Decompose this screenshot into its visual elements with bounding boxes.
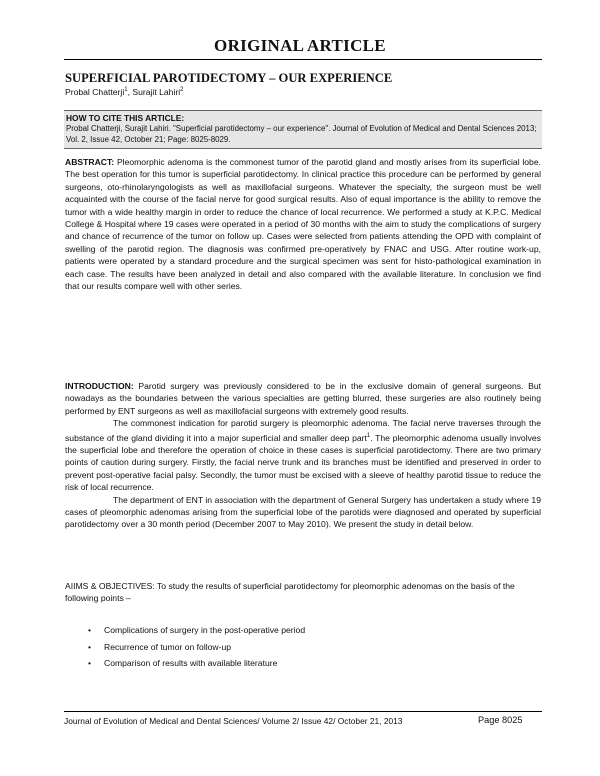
citation-reference: 1 [366, 432, 371, 439]
list-item: • Recurrence of tumor on follow-up [88, 642, 305, 659]
footer-journal-info: Journal of Evolution of Medical and Dental Sciences/ Volume 2/ Issue 42/ October 21, 2013 [64, 716, 403, 726]
abstract-text: Pleomorphic adenoma is the commonest tumor of the parotid gland and mostly arises from its superficial lobe. The best operation for this tumor is superficial parotidectomy. In clinical practice this procedure can be performed by general surgeons, oto-rhinolaryngologists as well as maxillofacial surgeons. Whatever the specialty, the surgeon must be well acquainted with the course of the facial nerve for good surgical results. Also of equal importance is the ability to remove the tumor with a wide healthy margin in order to reduce the chance of local recurrence. We performed a study at K.P.C. Medical College & Hospital where 19 cases were operated in a period of 30 months with the aim to study the complications of surgery and chance of recurrence of the tumor on follow up. Cases were selected from patients attending the OPD with complaint of swelling of the parotid region. The diagnosis was confirmed pre-operatively by FNAC and USG. After routine work-up, patients were operated by a standard procedure and the surgical specimen was sent for histo-pathological examination in each case. The results have been analyzed in detail and also compared with the available literature. In conclusion we find that our results compare well with other series. [65, 157, 542, 292]
footer-divider [64, 711, 542, 712]
introduction-label: INTRODUCTION: [65, 381, 134, 391]
citation-heading: HOW TO CITE THIS ARTICLE: [66, 113, 185, 123]
intro-paragraph-3: The department of ENT in association with the department of General Surgery has undertaken a study where 19 cases of pleomorphic adenomas arising from the superficial lobe of the parotids were diagnosed and operated by superficial parotidectomy over a 30 month period (December 2007 to May 2010). We present the study in detail below. [65, 494, 541, 530]
aims-objectives-text: AIIMS & OBJECTIVES: To study the results of superficial parotidectomy for pleomorphic adenomas on the basis of the following points – [65, 581, 515, 604]
page-number: Page 8025 [478, 715, 523, 725]
citation-text: Probal Chatterji, Surajit Lahiri. "Superficial parotidectomy – our experience". Journal of Evolution of Medical and Dental Sciences 2013; Vol. 2, Issue 42, October 21; Page: 8025-8029. [66, 124, 537, 144]
objectives-list [88, 625, 305, 675]
author-line [65, 87, 183, 97]
article-title: SUPERFICIAL PAROTIDECTOMY – OUR EXPERIENCE [65, 71, 393, 85]
intro-text-1: Parotid surgery was previously considered to be in the exclusive domain of general surgeons. But nowadays as the boundaries between the various specialties are getting blurred, these surgeries are also routinely being performed by ENT surgeons as well as maxillofacial surgeons with extremely good results. [65, 381, 541, 416]
citation-box [64, 110, 542, 149]
article-type-heading: ORIGINAL ARTICLE [214, 36, 386, 55]
author-affiliation-mark: 1 [124, 87, 128, 94]
author-name: Surajit Lahiri [132, 87, 181, 97]
intro-paragraph-2 [65, 417, 541, 493]
introduction-section [65, 380, 541, 531]
list-item: • Comparison of results with available literature [88, 658, 305, 675]
header-divider [64, 59, 542, 60]
list-item: • Complications of surgery in the post-operative period [88, 625, 305, 642]
intro-text-2a: The commonest indication for parotid surgery is pleomorphic adenoma. The facial nerve traverses through the substance of the gland dividing it into a major superficial and smaller deep part [65, 418, 541, 443]
author-affiliation-mark: 2 [180, 87, 184, 94]
abstract-label: ABSTRACT: [65, 157, 115, 167]
abstract-paragraph [65, 156, 541, 292]
author-separator: , [127, 87, 133, 97]
intro-text-2b: . The pleomorphic adenoma usually involves the superficial lobe and therefore the operation of choice in these cases is superficial parotidectomy. There are two primary points of caution during surgery. Firstly, the facial nerve trunk and its branches must be identified and preserved in order to prevent post-operative facial palsy. Secondly, the tumor must be excised with a sleeve of healthy parotid tissue to reduce the risk of local recurrence. [65, 432, 541, 493]
author-name: Probal Chatterji [65, 87, 125, 97]
intro-paragraph-1 [65, 380, 541, 417]
